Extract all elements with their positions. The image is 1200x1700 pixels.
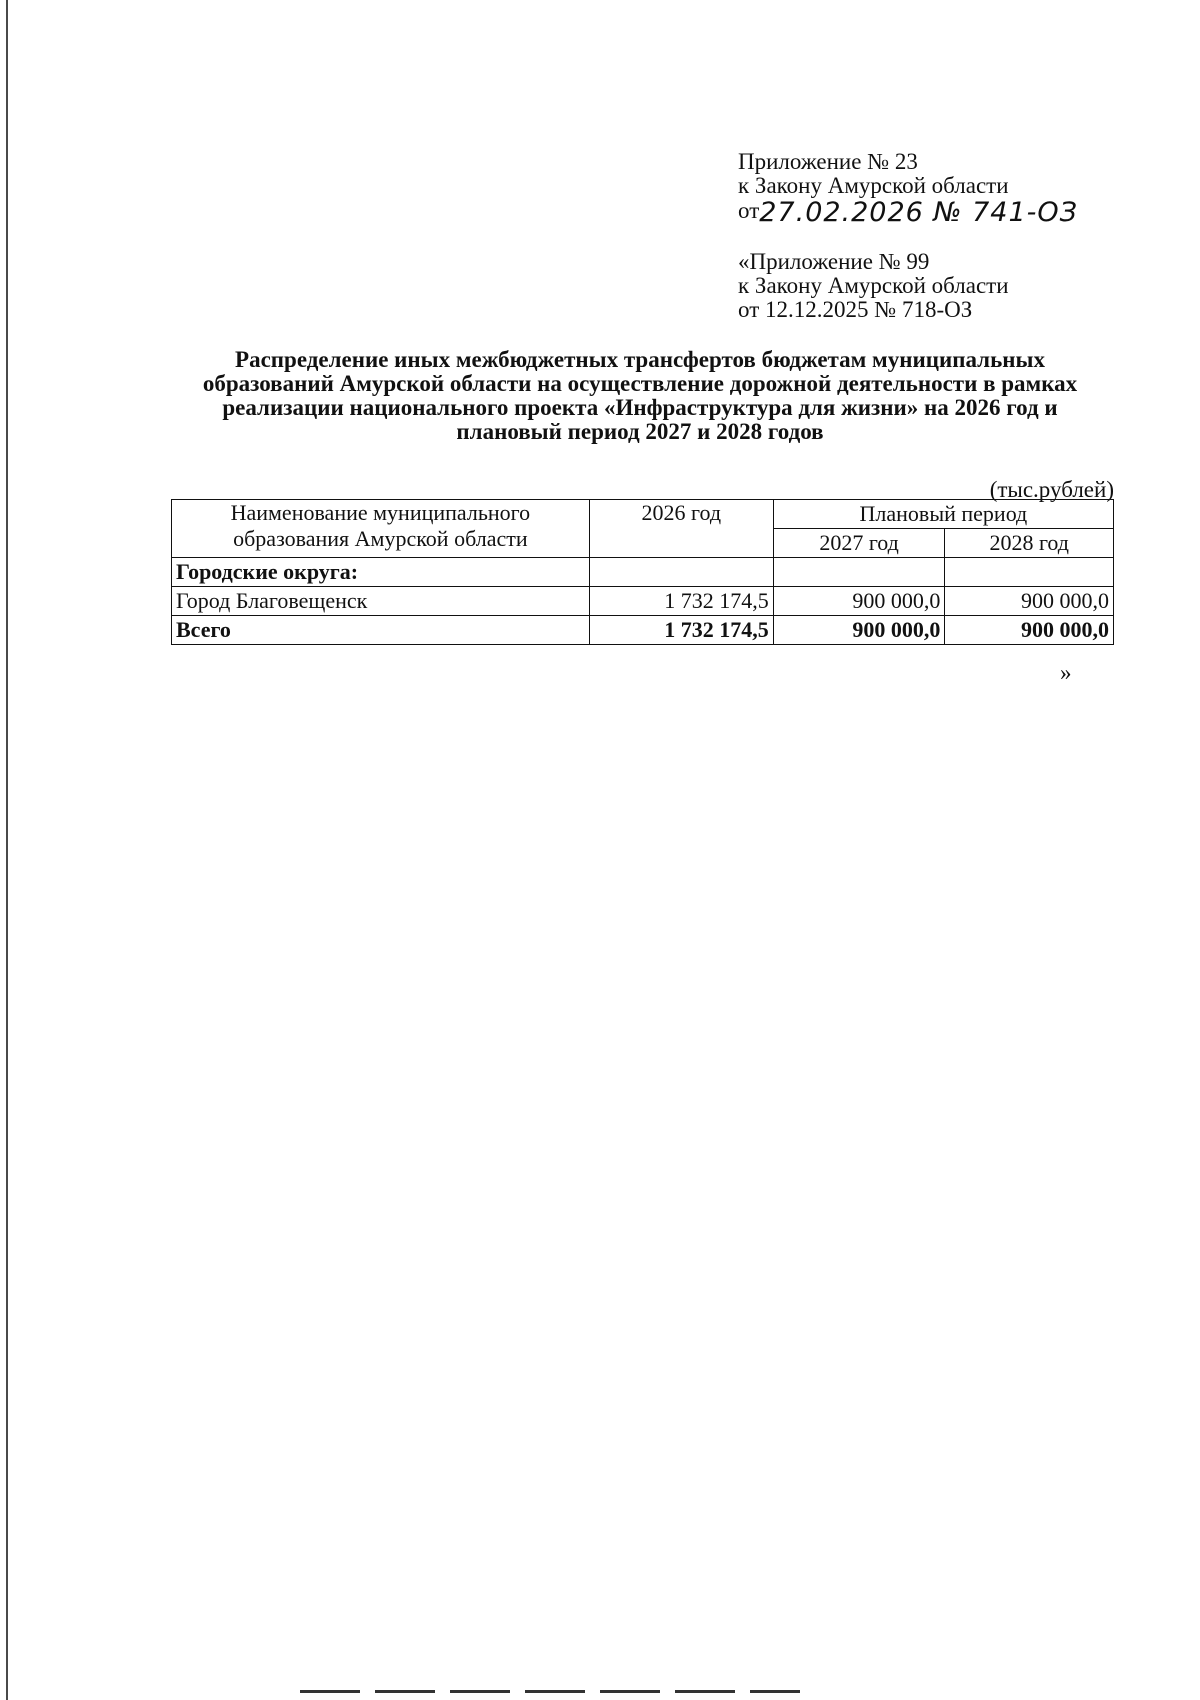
section-empty-2028 [945, 558, 1114, 587]
row-value-2027: 900 000,0 [773, 587, 945, 616]
appendix-current-line2: к Закону Амурской области [738, 173, 1009, 198]
section-empty-2026 [589, 558, 773, 587]
total-label: Всего [172, 616, 590, 645]
scan-edge-left [6, 0, 8, 1700]
row-value-2026: 1 732 174,5 [589, 587, 773, 616]
header-name-line2: образования Амурской области [233, 526, 528, 551]
scan-edge-bottom [300, 1690, 800, 1693]
document-title [160, 348, 1120, 444]
table-header-row-1 [172, 500, 1114, 529]
closing-quote: » [1060, 660, 1072, 685]
handwritten-date-number: 27.02.2026 № 741-ОЗ [759, 197, 1078, 228]
appendix-original-line2: к Закону Амурской области [738, 273, 1009, 298]
header-year-2026: 2026 год [589, 500, 773, 558]
total-value-2027: 900 000,0 [773, 616, 945, 645]
appendix-original-line1: «Приложение № 99 [738, 249, 930, 274]
header-year-2028: 2028 год [945, 529, 1114, 558]
units-label: (тыс.рублей) [989, 477, 1114, 502]
row-name: Город Благовещенск [172, 587, 590, 616]
appendix-current-from-prefix: от [738, 198, 760, 223]
header-planned-period: Плановый период [773, 500, 1113, 529]
document-title-line4: плановый период 2027 и 2028 годов [456, 419, 824, 444]
table-row [172, 587, 1114, 616]
header-name-line1: Наименование муниципального [230, 500, 531, 525]
appendix-current-line1: Приложение № 23 [738, 149, 918, 174]
total-value-2026: 1 732 174,5 [589, 616, 773, 645]
section-empty-2027 [773, 558, 945, 587]
section-row [172, 558, 1114, 587]
document-title-line1: Распределение иных межбюджетных трансфертов бюджетам муниципальных [235, 347, 1045, 372]
appendix-current-line3 [738, 197, 1078, 228]
appendix-current [738, 149, 1078, 228]
header-year-2027: 2027 год [773, 529, 945, 558]
document-title-line2: образований Амурской области на осуществление дорожной деятельности в рамках [202, 371, 1078, 396]
total-value-2028: 900 000,0 [945, 616, 1114, 645]
section-label: Городские округа: [172, 558, 590, 587]
appendix-original-line3: от 12.12.2025 № 718-ОЗ [738, 297, 973, 322]
row-value-2028: 900 000,0 [945, 587, 1114, 616]
header-municipality-name [172, 500, 590, 558]
document-title-line3: реализации национального проекта «Инфраструктура для жизни» на 2026 год и [222, 395, 1058, 420]
total-row [172, 616, 1114, 645]
appendix-original [738, 250, 1009, 322]
allocation-table [171, 499, 1114, 645]
